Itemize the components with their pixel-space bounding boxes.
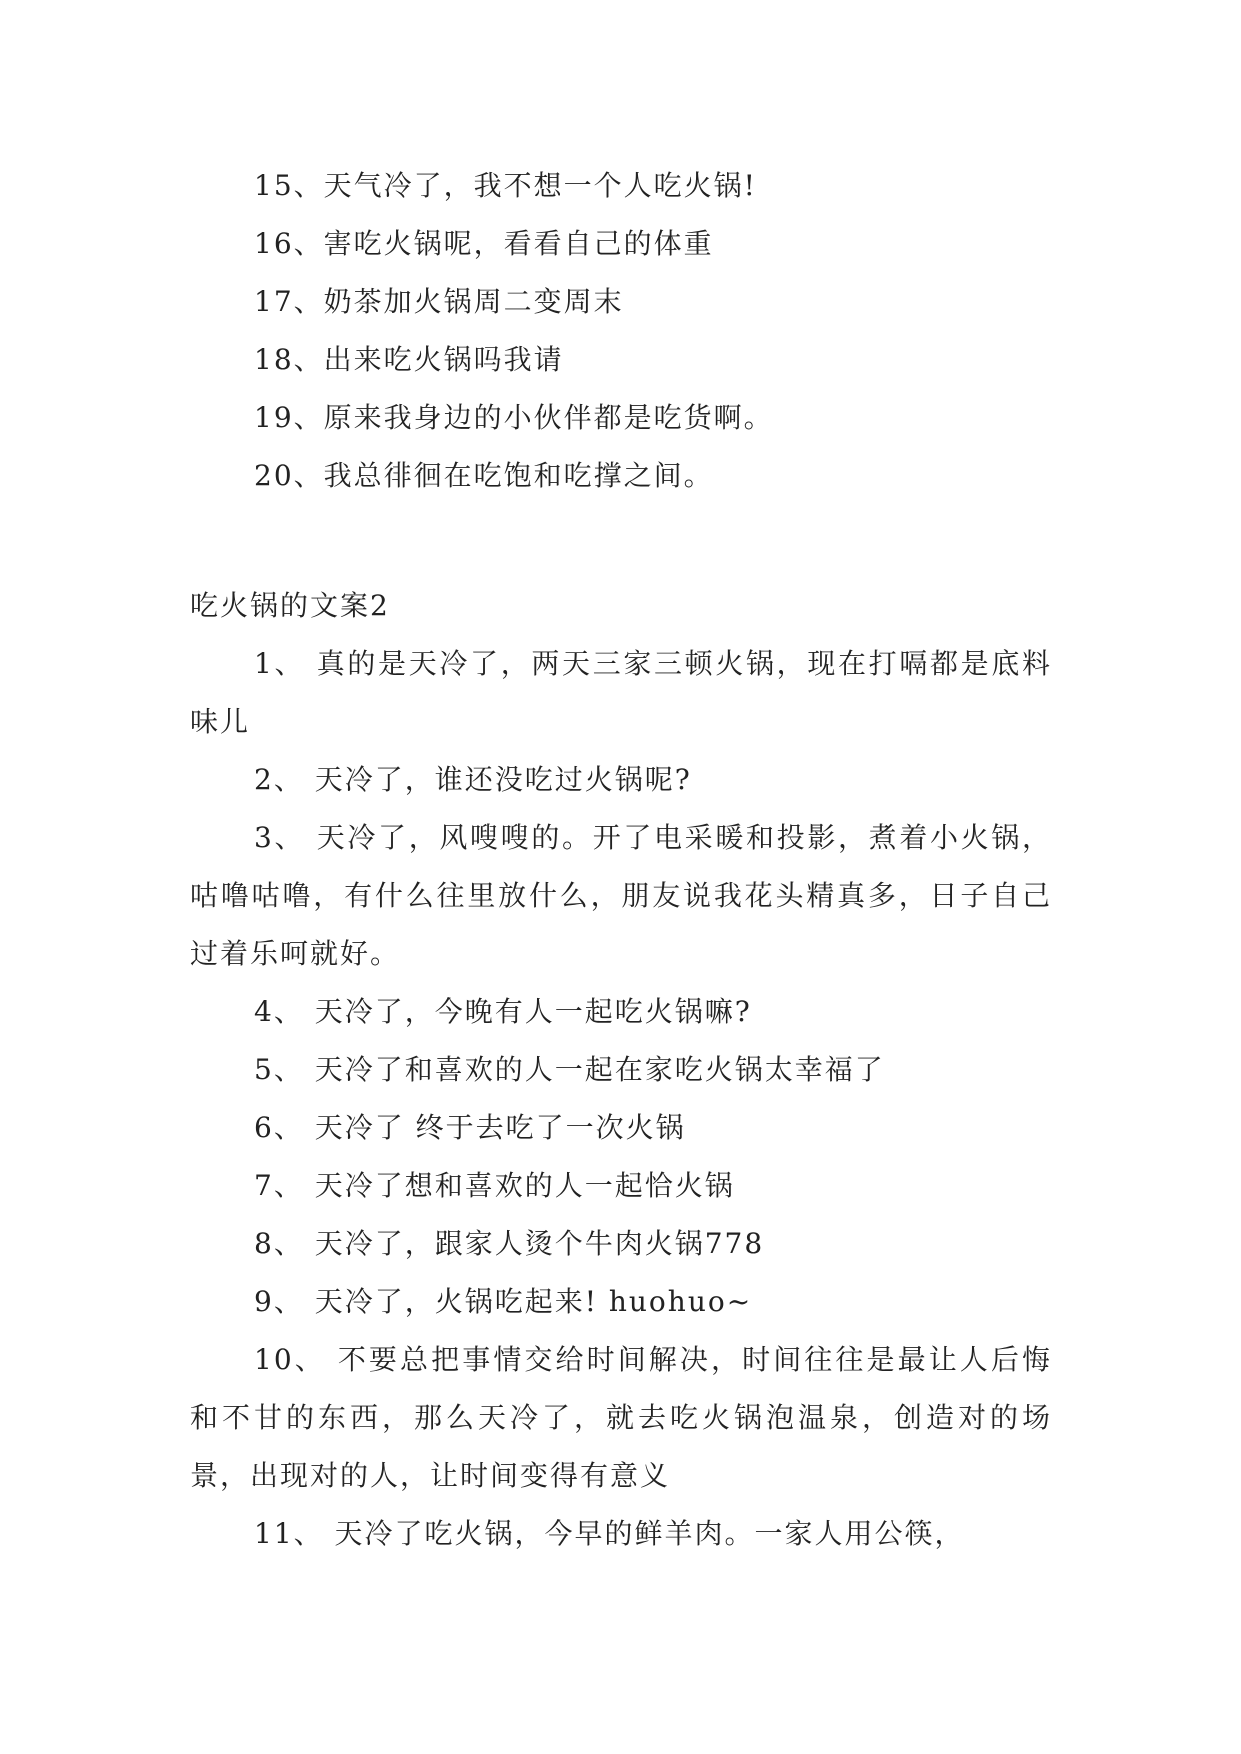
list-item: 16、害吃火锅呢，看看自己的体重	[254, 227, 714, 260]
list-item: 6、 天冷了 终于去吃了一次火锅	[254, 1111, 686, 1144]
list-item: 3、 天冷了，风嗖嗖的。开了电采暖和投影，煮着小火锅，咕噜咕噜，有什么往里放什么，朋友说我花头精真多，日子自己过着乐呵就好。	[190, 821, 1052, 970]
list-item: 4、 天冷了，今晚有人一起吃火锅嘛?	[254, 995, 752, 1028]
list-item: 18、出来吃火锅吗我请	[254, 343, 564, 376]
list-item: 11、 天冷了吃火锅，今早的鲜羊肉。一家人用公筷，	[254, 1517, 965, 1550]
list-item: 17、奶茶加火锅周二变周末	[254, 285, 624, 318]
list-item: 7、 天冷了想和喜欢的人一起恰火锅	[254, 1169, 735, 1202]
list-item: 9、 天冷了，火锅吃起来! huohuo~	[254, 1285, 753, 1318]
list-item: 2、 天冷了，谁还没吃过火锅呢?	[254, 763, 692, 796]
list-item: 5、 天冷了和喜欢的人一起在家吃火锅太幸福了	[254, 1053, 885, 1086]
list-item: 10、 不要总把事情交给时间解决，时间往往是最让人后悔和不甘的东西，那么天冷了，就去吃火锅泡温泉，创造对的场景，出现对的人，让时间变得有意义	[190, 1343, 1052, 1492]
list-item: 19、原来我身边的小伙伴都是吃货啊。	[254, 401, 774, 434]
list-item: 1、 真的是天冷了，两天三家三顿火锅，现在打嗝都是底料味儿	[190, 647, 1052, 738]
list-item: 15、天气冷了，我不想一个人吃火锅!	[254, 169, 757, 202]
document-body	[190, 157, 1052, 1563]
section-heading: 吃火锅的文案2	[190, 589, 390, 622]
list-item: 20、我总徘徊在吃饱和吃撑之间。	[254, 459, 714, 492]
list-item: 8、 天冷了，跟家人烫个牛肉火锅778	[254, 1227, 765, 1260]
